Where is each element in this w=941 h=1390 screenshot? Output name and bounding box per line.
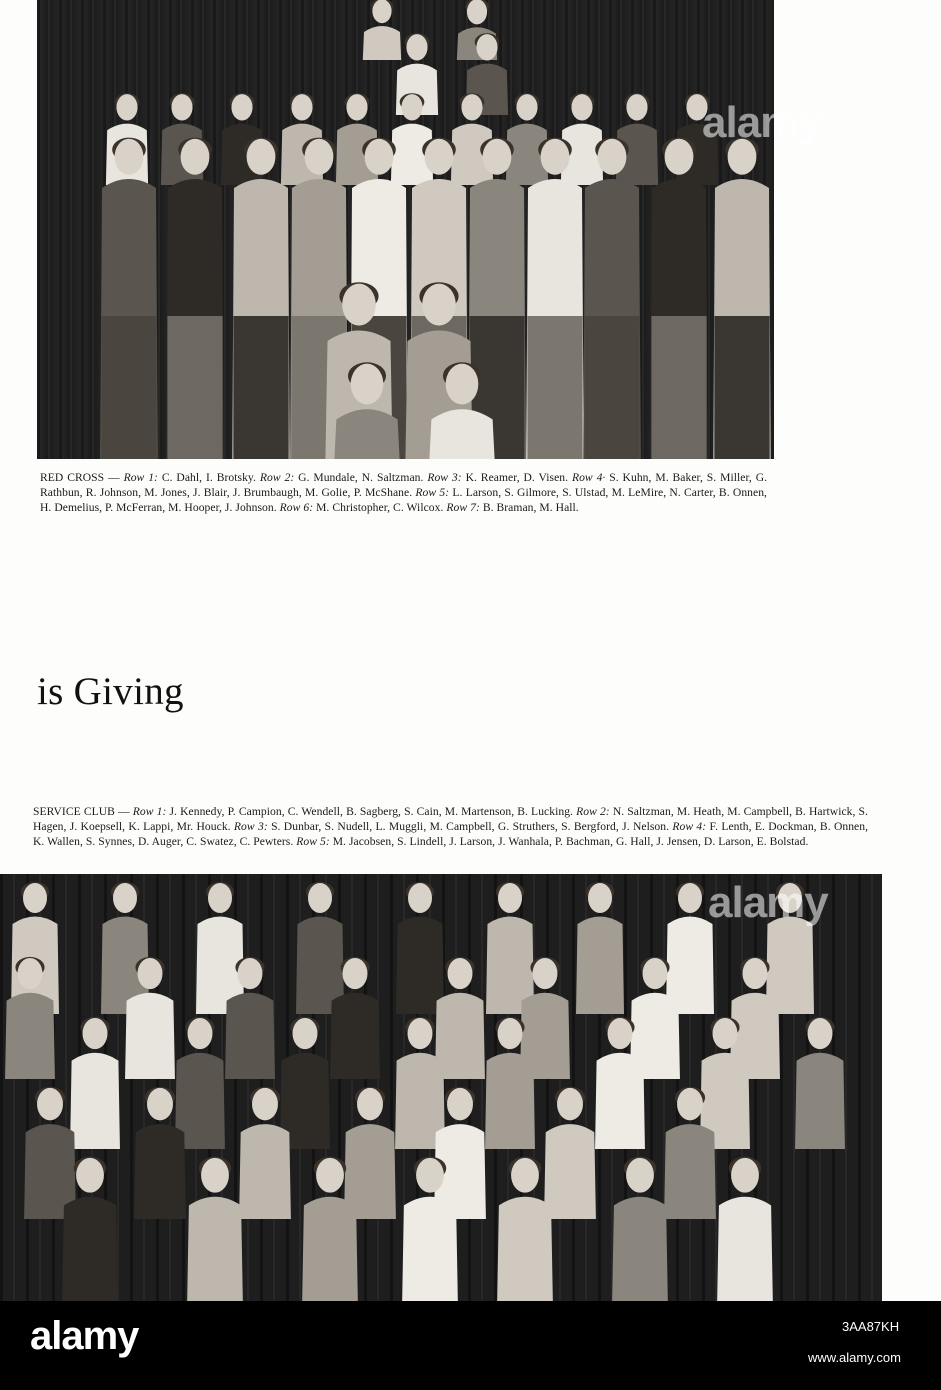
person-body [125,993,175,1079]
service-club-caption [33,804,868,850]
person-body [485,1053,535,1149]
person-head [372,0,391,23]
person-head [76,1158,104,1193]
service-club-photo-drawing [0,874,882,1301]
row-label: Row 4: [672,820,707,834]
person-skirt [714,316,769,459]
person-head [308,883,332,913]
person-body [664,1124,716,1219]
image-id-label: 3AA87KH [842,1319,900,1334]
person-body [717,1197,773,1301]
row-names: J. Kennedy, P. Campion, C. Wendell, B. Sagberg, S. Cain, M. Martenson, B. Lucking. [169,805,573,818]
person-head [138,958,163,989]
person-skirt [101,316,156,459]
person-skirt [527,316,582,459]
person-head [316,1158,344,1193]
person-head [342,284,376,326]
person-head [406,34,427,60]
person-head [357,1088,383,1120]
person-head [408,1018,433,1049]
watermark-bottom: alamy [708,878,828,927]
person-body [612,1197,668,1301]
row-label: Row 4· [571,471,606,484]
person-head [291,94,312,120]
person-head [608,1018,633,1049]
row-label: Row 3: [233,820,268,834]
person-head [446,364,479,405]
person-head [533,958,558,989]
person-body [429,409,494,459]
row-label: Row 2: [576,805,610,818]
person-head [171,94,192,120]
person-head [201,1158,229,1193]
person-head [808,1018,833,1049]
person-head [743,958,768,989]
person-skirt [233,316,288,459]
person-body [576,917,624,1015]
person-head [181,139,210,175]
row-names: G. Mundale, N. Saltzman. [298,471,424,484]
person-body [134,1124,186,1219]
person-head [293,1018,318,1049]
red-cross-photo-drawing [37,0,774,459]
person-head [252,1088,278,1120]
person-head [188,1018,213,1049]
person-body [330,993,380,1079]
person-head [626,94,647,120]
person-head [467,0,487,24]
site-url-label: www.alamy.com [808,1350,901,1365]
person-head [83,1018,108,1049]
person-head [408,883,432,913]
person-body [497,1197,553,1301]
person-body [396,917,444,1015]
row-names: N. Saltzman, M. Heath, M. Campbell, B. Hartwick, S. Hagen, J. Koepsell, K. Lappi, Mr. Houck. [33,805,868,834]
person-head [447,1088,473,1120]
caption-lead: SERVICE CLUB — [33,805,130,818]
row-label: Row 1: [132,805,167,818]
person-head [422,284,456,326]
row-label: Row 1: [123,471,158,484]
row-names: F. Lenth, E. Dockman, B. Onnen, K. Wallen, S. Synnes, D. Auger, C. Swatez, C. Pewters. [33,820,869,849]
alamy-logo: alamy [30,1314,139,1358]
person-head [461,94,482,120]
row-names: K. Reamer, D. Visen. [465,471,569,484]
person-head [231,94,252,120]
person-head [115,139,144,175]
person-skirt [167,316,222,459]
person-head [677,1088,703,1120]
person-head [351,364,384,405]
stock-footer-bar [0,1301,941,1390]
person-body [187,1197,243,1301]
person-head [425,139,454,175]
person-body [334,409,399,459]
row-label: Row 5: [415,486,450,500]
row-label: Row 3: [427,471,462,484]
person-head [511,1158,539,1193]
row-names: S. Dunbar, S. Nudell, L. Muggli, M. Campbell, G. Struthers, S. Bergford, J. Nelson. [271,820,670,834]
watermark-top: alamy [702,98,822,147]
person-body [363,26,401,60]
person-head [147,1088,173,1120]
person-head [557,1088,583,1120]
person-head [498,1018,523,1049]
service-club-group-photo [0,874,882,1301]
row-names: S. Kuhn, M. Baker, S. Miller, G. Rathbun, R. Johnson, M. Jones, J. Blair, J. Brumbaugh, M. Golie, P. McShane. [40,471,768,500]
person-head [365,139,394,175]
person-head [626,1158,654,1193]
person-head [448,958,473,989]
person-head [665,139,694,175]
person-head [37,1088,63,1120]
person-head [713,1018,738,1049]
person-head [346,94,367,120]
person-head [571,94,592,120]
person-body [302,1197,358,1301]
row-names: M. Christopher, C. Wilcox. [316,501,444,515]
person-body [5,993,55,1079]
row-label: Row 2: [259,471,295,484]
row-label: Row 6: [279,501,314,515]
person-head [416,1158,444,1193]
person-body [595,1053,645,1149]
row-names: L. Larson, S. Gilmore, S. Ulstad, M. LeMire, N. Carter, B. Onnen, H. Demelius, P. McFerran, M. Hooper, J. Johnson. [40,486,767,515]
page-headline: is Giving [37,670,184,713]
person-head [516,94,537,120]
row-names: B. Braman, M. Hall. [482,501,579,515]
red-cross-caption [40,470,767,516]
person-head [247,139,276,175]
red-cross-group-photo [37,0,774,459]
person-skirt [584,316,639,459]
row-names: C. Dahl, I. Brotsky. [161,471,256,484]
caption-lead: RED CROSS — [40,471,120,484]
person-head [23,883,47,913]
person-body [795,1053,845,1149]
person-head [305,139,334,175]
person-body [239,1124,291,1219]
person-head [116,94,137,120]
person-body [544,1124,596,1219]
person-head [541,139,570,175]
person-head [476,34,497,60]
person-head [731,1158,759,1193]
row-names: M. Jacobsen, S. Lindell, J. Larson, J. Wanhala, P. Bachman, G. Hall, J. Jensen, D. Larson, E. Bolstad. [332,835,809,849]
person-body [402,1197,458,1301]
person-head [483,139,512,175]
person-head [238,958,263,989]
person-body [225,993,275,1079]
person-body [62,1197,118,1301]
person-head [678,883,702,913]
person-head [113,883,137,913]
person-head [208,883,232,913]
person-head [18,958,43,989]
person-head [598,139,627,175]
person-head [643,958,668,989]
person-head [401,94,422,120]
row-label: Row 7: [446,501,480,515]
person-head [588,883,612,913]
person-body [70,1053,120,1149]
person-head [343,958,368,989]
person-skirt [651,316,706,459]
person-head [498,883,522,913]
row-label: Row 5: [296,835,330,849]
